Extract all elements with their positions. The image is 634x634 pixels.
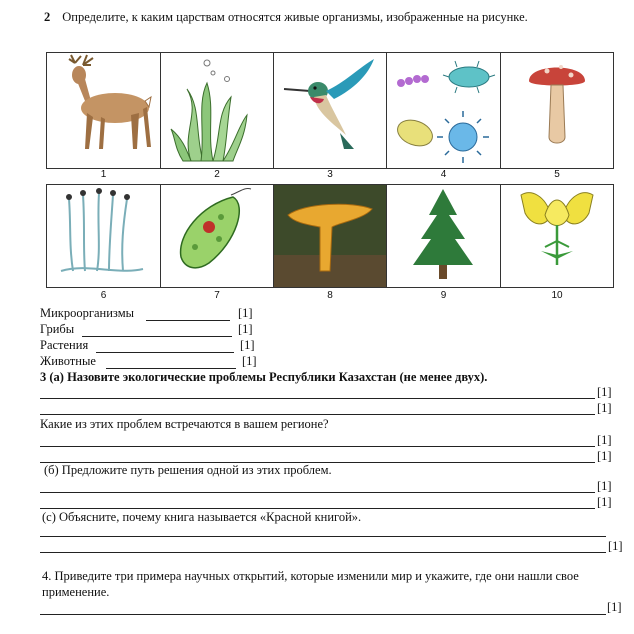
organism-cell-9 <box>386 184 501 288</box>
score-mark: [1] <box>597 385 612 399</box>
mold-icon <box>47 185 160 287</box>
flower-icon <box>501 185 613 287</box>
answer-line[interactable] <box>40 508 595 509</box>
score-mark: [1] <box>597 495 612 509</box>
mushroom-icon <box>501 53 613 168</box>
question-3c-title: (с) Объясните, почему книга называется «Красной книгой». <box>42 510 362 524</box>
answer-line[interactable] <box>40 492 595 493</box>
organism-number: 3 <box>327 169 333 180</box>
answer-line[interactable] <box>96 352 234 353</box>
answer-line[interactable] <box>146 320 230 321</box>
question-number: 2 <box>44 10 51 24</box>
score-mark: [1] <box>597 433 612 447</box>
organism-cell-4 <box>386 52 501 169</box>
answer-line[interactable] <box>40 536 606 537</box>
kingdom-label-fungi: Грибы <box>40 322 75 336</box>
seaweed-icon <box>161 53 273 168</box>
organism-number: 8 <box>327 290 333 301</box>
organism-cell-2 <box>160 52 274 169</box>
organism-number: 10 <box>551 290 563 301</box>
score-mark: [1] <box>607 600 622 614</box>
answer-line[interactable] <box>40 446 595 447</box>
answer-line[interactable] <box>40 552 606 553</box>
kingdom-label-animals: Животные <box>40 354 96 368</box>
organism-number: 9 <box>440 290 447 301</box>
question-3a-region: Какие из этих проблем встречаются в вашем регионе? <box>40 417 329 431</box>
question-text: Определите, к каким царствам относятся живые организмы, изображенные на рисунке. <box>62 10 528 24</box>
organism-number: 5 <box>554 169 560 180</box>
hummingbird-icon <box>274 53 386 168</box>
answer-line[interactable] <box>82 336 232 337</box>
question-3a-title: 3 (а) Назовите экологические проблемы Республики Казахстан (не менее двух). <box>40 370 488 384</box>
score-mark: [1] <box>240 338 255 352</box>
organism-number: 7 <box>214 290 220 301</box>
organism-cell-6 <box>46 184 161 288</box>
chanterelle-icon <box>274 185 386 287</box>
score-mark: [1] <box>238 306 253 320</box>
organism-grid <box>46 52 614 301</box>
score-mark: [1] <box>597 479 612 493</box>
organism-cell-1 <box>46 52 161 169</box>
score-mark: [1] <box>242 354 257 368</box>
fir-tree-icon <box>387 185 500 287</box>
answer-line[interactable] <box>40 614 606 615</box>
euglena-icon <box>161 185 273 287</box>
question-4-line1: 4. Приведите три примера научных открытий, которые изменили мир и укажите, где они нашли свое <box>42 569 579 583</box>
organism-number: 4 <box>440 169 447 180</box>
answer-line[interactable] <box>106 368 236 369</box>
organism-cell-3 <box>273 52 387 169</box>
organism-number: 6 <box>100 290 107 301</box>
score-mark: [1] <box>597 449 612 463</box>
answer-line[interactable] <box>40 398 595 399</box>
organism-cell-7 <box>160 184 274 288</box>
kingdom-label-plants: Растения <box>40 338 89 352</box>
deer-icon <box>47 53 160 168</box>
question-2-prompt <box>44 10 528 25</box>
organism-cell-5 <box>500 52 614 169</box>
score-mark: [1] <box>597 401 612 415</box>
organism-cell-8 <box>273 184 387 288</box>
question-4-line2: применение. <box>42 585 110 599</box>
answer-line[interactable] <box>40 414 595 415</box>
organism-number: 2 <box>214 169 220 180</box>
organism-cell-10 <box>500 184 614 288</box>
score-mark: [1] <box>238 322 253 336</box>
kingdom-label-microorganisms: Микроорганизмы <box>40 306 135 320</box>
question-3b-title: (б) Предложите путь решения одной из этих проблем. <box>44 463 332 477</box>
organism-number: 1 <box>100 169 107 180</box>
bacteria-icon <box>387 53 500 168</box>
score-mark: [1] <box>608 539 623 553</box>
